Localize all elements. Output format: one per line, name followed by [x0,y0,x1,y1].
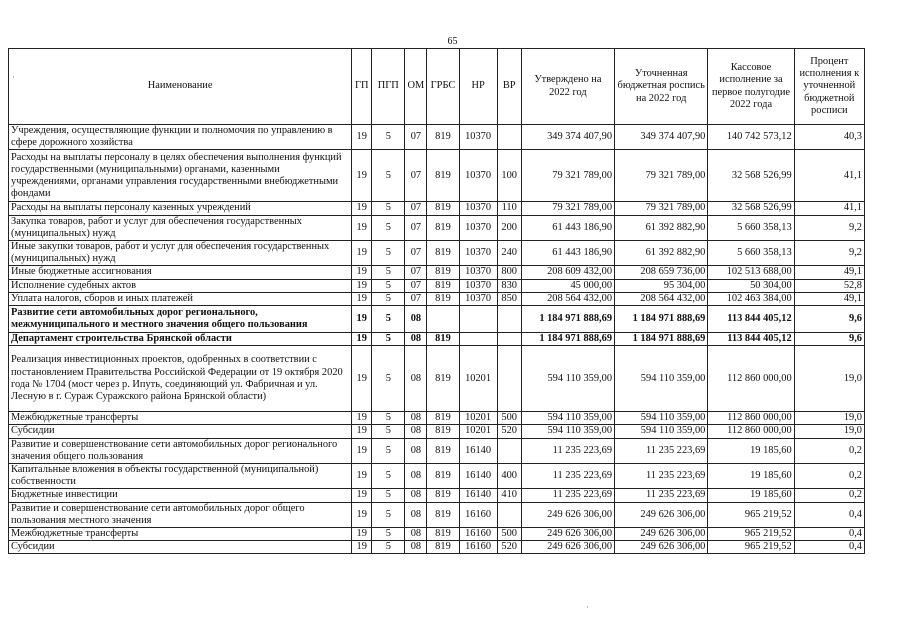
table-row [9,125,865,150]
table-cell-refined: 349 374 407,90 [615,125,708,150]
table-cell-np: 16140 [459,438,497,463]
table-body [9,125,865,554]
table-cell-percent: 0,2 [794,464,864,489]
table-cell-cash: 112 860 000,00 [708,425,794,438]
scan-speck: · [586,602,589,612]
table-cell-grbs: 819 [427,438,459,463]
table-cell-grbs: 819 [427,528,459,541]
table-cell-refined: 249 626 306,00 [615,541,708,554]
table-cell-gp: 19 [352,346,372,412]
table-cell-percent: 0,2 [794,438,864,463]
table-cell-om: 07 [405,215,427,240]
table-cell-percent: 0,4 [794,528,864,541]
table-cell-approved: 79 321 789,00 [521,202,614,215]
table-cell-refined: 79 321 789,00 [615,150,708,202]
table-cell-approved: 594 110 359,00 [521,412,614,425]
table-cell-gp: 19 [352,464,372,489]
table-cell-approved: 594 110 359,00 [521,346,614,412]
table-cell-approved: 45 000,00 [521,279,614,292]
table-cell-cash: 5 660 358,13 [708,241,794,266]
table-cell-cash: 19 185,60 [708,489,794,502]
table-cell-vr: 830 [497,279,521,292]
header-vr: ВР [497,49,521,125]
table-cell-cash: 102 513 688,00 [708,266,794,279]
table-cell-refined: 79 321 789,00 [615,202,708,215]
header-name: Наименование [9,49,352,125]
table-cell-grbs: 819 [427,425,459,438]
table-cell-percent: 9,6 [794,333,864,346]
table-cell-gp: 19 [352,541,372,554]
table-cell-vr: 520 [497,425,521,438]
table-cell-name: Учреждения, осуществляющие функции и полномочия по управлению в сфере дорожного хозяйства [9,125,352,150]
table-cell-np: 10370 [459,215,497,240]
table-cell-name: Иные бюджетные ассигнования [9,266,352,279]
table-cell-refined: 11 235 223,69 [615,438,708,463]
table-cell-vr [497,502,521,527]
table-cell-ppgp: 5 [372,333,405,346]
table-cell-ppgp: 5 [372,438,405,463]
table-cell-np: 16140 [459,464,497,489]
table-cell-name: Исполнение судебных актов [9,279,352,292]
table-cell-name: Развитие и совершенствование сети автомобильных дорог регионального значения общего пользования [9,438,352,463]
table-cell-grbs: 819 [427,150,459,202]
scan-speck: · [12,72,15,82]
table-cell-gp: 19 [352,266,372,279]
table-cell-om: 08 [405,541,427,554]
table-row [9,346,865,412]
table-row [9,502,865,527]
table-cell-gp: 19 [352,502,372,527]
table-cell-grbs: 819 [427,279,459,292]
table-cell-ppgp: 5 [372,541,405,554]
table-cell-gp: 19 [352,438,372,463]
table-cell-ppgp: 5 [372,292,405,305]
table-cell-percent: 19,0 [794,425,864,438]
table-cell-percent: 49,1 [794,266,864,279]
table-row [9,292,865,305]
table-cell-om: 08 [405,346,427,412]
table-cell-om: 08 [405,464,427,489]
table-cell-approved: 249 626 306,00 [521,541,614,554]
table-cell-gp: 19 [352,425,372,438]
table-cell-np: 10201 [459,412,497,425]
table-cell-vr: 500 [497,528,521,541]
table-cell-grbs: 819 [427,412,459,425]
table-row [9,412,865,425]
table-cell-cash: 32 568 526,99 [708,202,794,215]
table-cell-percent: 9,6 [794,306,864,333]
table-cell-vr: 410 [497,489,521,502]
table-cell-name: Субсидии [9,541,352,554]
table-cell-ppgp: 5 [372,266,405,279]
table-cell-om: 08 [405,438,427,463]
table-cell-gp: 19 [352,202,372,215]
table-cell-np: 16160 [459,528,497,541]
table-row [9,241,865,266]
table-cell-ppgp: 5 [372,125,405,150]
table-cell-np: 10370 [459,266,497,279]
table-row [9,215,865,240]
table-cell-name: Расходы на выплаты персоналу в целях обеспечения выполнения функций государственными (муниципальными) органами, казенными учреждениями, органами управления государственными внебюджетными фондами [9,150,352,202]
header-gp: ГП [352,49,372,125]
table-cell-om: 08 [405,333,427,346]
table-cell-percent: 40,3 [794,125,864,150]
table-header-row [9,49,865,125]
table-row [9,464,865,489]
table-cell-vr: 850 [497,292,521,305]
table-cell-refined: 594 110 359,00 [615,425,708,438]
table-cell-cash: 50 304,00 [708,279,794,292]
table-cell-refined: 1 184 971 888,69 [615,306,708,333]
table-cell-vr [497,346,521,412]
table-cell-ppgp: 5 [372,502,405,527]
table-cell-name: Субсидии [9,425,352,438]
table-cell-cash: 965 219,52 [708,541,794,554]
table-row [9,150,865,202]
table-cell-grbs: 819 [427,215,459,240]
table-cell-refined: 249 626 306,00 [615,502,708,527]
table-cell-name: Закупка товаров, работ и услуг для обеспечения государственных (муниципальных) нужд [9,215,352,240]
table-cell-approved: 1 184 971 888,69 [521,306,614,333]
table-cell-approved: 349 374 407,90 [521,125,614,150]
table-row [9,266,865,279]
table-cell-grbs: 819 [427,541,459,554]
table-cell-cash: 102 463 384,00 [708,292,794,305]
table-cell-percent: 49,1 [794,292,864,305]
table-row [9,541,865,554]
table-cell-om: 07 [405,279,427,292]
table-row [9,306,865,333]
table-cell-vr: 200 [497,215,521,240]
table-cell-name: Расходы на выплаты персоналу казенных учреждений [9,202,352,215]
table-cell-vr [497,438,521,463]
table-cell-grbs [427,306,459,333]
table-cell-refined: 594 110 359,00 [615,346,708,412]
table-cell-ppgp: 5 [372,215,405,240]
table-cell-vr: 500 [497,412,521,425]
table-cell-percent: 41,1 [794,202,864,215]
table-cell-om: 08 [405,425,427,438]
table-cell-grbs: 819 [427,346,459,412]
table-row [9,489,865,502]
table-cell-vr: 110 [497,202,521,215]
table-cell-cash: 140 742 573,12 [708,125,794,150]
table-cell-percent: 19,0 [794,346,864,412]
table-cell-np: 10201 [459,346,497,412]
table-cell-cash: 112 860 000,00 [708,412,794,425]
table-cell-cash: 965 219,52 [708,528,794,541]
table-cell-grbs: 819 [427,266,459,279]
table-cell-grbs: 819 [427,489,459,502]
table-cell-np: 10201 [459,425,497,438]
table-cell-gp: 19 [352,292,372,305]
table-cell-np [459,333,497,346]
table-cell-vr [497,333,521,346]
table-cell-approved: 594 110 359,00 [521,425,614,438]
table-cell-percent: 52,8 [794,279,864,292]
table-cell-name: Уплата налогов, сборов и иных платежей [9,292,352,305]
table-cell-approved: 11 235 223,69 [521,489,614,502]
table-cell-gp: 19 [352,306,372,333]
table-cell-gp: 19 [352,150,372,202]
table-cell-approved: 208 609 432,00 [521,266,614,279]
table-cell-ppgp: 5 [372,412,405,425]
header-om: ОМ [405,49,427,125]
table-cell-name: Бюджетные инвестиции [9,489,352,502]
table-cell-refined: 95 304,00 [615,279,708,292]
page-number: 65 [447,36,458,47]
table-cell-name: Развитие сети автомобильных дорог регионального, межмуниципального и местного значения общего пользования [9,306,352,333]
table-cell-cash: 19 185,60 [708,438,794,463]
table-cell-percent: 9,2 [794,241,864,266]
table-cell-refined: 61 392 882,90 [615,215,708,240]
table-cell-gp: 19 [352,528,372,541]
table-cell-name: Межбюджетные трансферты [9,412,352,425]
table-row [9,528,865,541]
table-cell-approved: 61 443 186,90 [521,241,614,266]
table-cell-om: 08 [405,306,427,333]
table-cell-om: 07 [405,125,427,150]
table-cell-cash: 19 185,60 [708,464,794,489]
table-cell-vr: 240 [497,241,521,266]
table-cell-approved: 1 184 971 888,69 [521,333,614,346]
table-cell-ppgp: 5 [372,279,405,292]
table-row [9,202,865,215]
table-cell-gp: 19 [352,333,372,346]
table-cell-om: 08 [405,528,427,541]
table-cell-refined: 208 659 736,00 [615,266,708,279]
table-cell-grbs: 819 [427,241,459,266]
header-ppgp: ПГП [372,49,405,125]
header-np: НР [459,49,497,125]
table-cell-om: 08 [405,489,427,502]
table-cell-om: 07 [405,292,427,305]
header-percent: Процент исполнения к уточненной бюджетной росписи [794,49,864,125]
table-cell-name: Иные закупки товаров, работ и услуг для обеспечения государственных (муниципальных) нужд [9,241,352,266]
table-cell-name: Развитие и совершенствование сети автомобильных дорог общего пользования местного значения [9,502,352,527]
table-row [9,333,865,346]
table-cell-np: 10370 [459,125,497,150]
table-cell-om: 08 [405,502,427,527]
table-cell-ppgp: 5 [372,150,405,202]
table-cell-vr [497,125,521,150]
table-cell-percent: 0,4 [794,541,864,554]
table-cell-vr: 520 [497,541,521,554]
table-cell-refined: 208 564 432,00 [615,292,708,305]
table-cell-refined: 249 626 306,00 [615,528,708,541]
table-cell-approved: 208 564 432,00 [521,292,614,305]
table-cell-cash: 965 219,52 [708,502,794,527]
table-cell-vr: 400 [497,464,521,489]
table-cell-np: 10370 [459,150,497,202]
table-cell-grbs: 819 [427,202,459,215]
table-cell-np [459,306,497,333]
table-cell-gp: 19 [352,489,372,502]
table-cell-np: 10370 [459,241,497,266]
table-cell-vr: 800 [497,266,521,279]
table-cell-grbs: 819 [427,333,459,346]
table-cell-gp: 19 [352,215,372,240]
table-cell-cash: 113 844 405,12 [708,306,794,333]
table-cell-gp: 19 [352,279,372,292]
header-approved: Утверждено на 2022 год [521,49,614,125]
table-cell-np: 10370 [459,202,497,215]
table-cell-refined: 11 235 223,69 [615,464,708,489]
table-cell-ppgp: 5 [372,425,405,438]
table-cell-percent: 19,0 [794,412,864,425]
table-cell-refined: 11 235 223,69 [615,489,708,502]
table-cell-refined: 1 184 971 888,69 [615,333,708,346]
table-cell-percent: 0,4 [794,502,864,527]
table-cell-om: 07 [405,150,427,202]
table-cell-np: 16160 [459,502,497,527]
table-row [9,438,865,463]
table-cell-approved: 11 235 223,69 [521,438,614,463]
table-cell-grbs: 819 [427,292,459,305]
table-cell-name: Департамент строительства Брянской области [9,333,352,346]
table-cell-np: 16140 [459,489,497,502]
table-cell-approved: 61 443 186,90 [521,215,614,240]
table-cell-gp: 19 [352,412,372,425]
table-cell-vr [497,306,521,333]
table-cell-cash: 32 568 526,99 [708,150,794,202]
table-cell-om: 07 [405,266,427,279]
table-cell-np: 10370 [459,292,497,305]
table-cell-approved: 249 626 306,00 [521,502,614,527]
table-cell-name: Реализация инвестиционных проектов, одобренных в соответствии с постановлением Правительства Российской Федерации от 19 октября 2020 года № 1704 (мост через р. Ипуть, соединяющий ул. Фабричная и ул. Лесную в г. Сураж Суражского района Брянской области) [9,346,352,412]
table-cell-cash: 112 860 000,00 [708,346,794,412]
header-cash: Кассовое исполнение за первое полугодие 2022 года [708,49,794,125]
header-grbs: ГРБС [427,49,459,125]
header-refined: Уточненная бюджетная роспись на 2022 год [615,49,708,125]
table-cell-ppgp: 5 [372,464,405,489]
table-cell-refined: 61 392 882,90 [615,241,708,266]
table-cell-gp: 19 [352,241,372,266]
table-cell-om: 07 [405,202,427,215]
table-row [9,425,865,438]
table-cell-ppgp: 5 [372,528,405,541]
table-cell-approved: 11 235 223,69 [521,464,614,489]
table-cell-refined: 594 110 359,00 [615,412,708,425]
table-cell-om: 07 [405,241,427,266]
table-cell-vr: 100 [497,150,521,202]
table-cell-ppgp: 5 [372,202,405,215]
table-cell-percent: 41,1 [794,150,864,202]
table-cell-grbs: 819 [427,464,459,489]
table-cell-np: 10370 [459,279,497,292]
table-cell-grbs: 819 [427,502,459,527]
table-cell-ppgp: 5 [372,346,405,412]
table-cell-ppgp: 5 [372,241,405,266]
table-cell-approved: 249 626 306,00 [521,528,614,541]
table-row [9,279,865,292]
table-cell-grbs: 819 [427,125,459,150]
table-cell-ppgp: 5 [372,306,405,333]
table-cell-cash: 5 660 358,13 [708,215,794,240]
budget-table [8,48,865,554]
table-cell-np: 16160 [459,541,497,554]
table-cell-cash: 113 844 405,12 [708,333,794,346]
table-cell-percent: 0,2 [794,489,864,502]
table-cell-approved: 79 321 789,00 [521,150,614,202]
table-cell-ppgp: 5 [372,489,405,502]
table-cell-gp: 19 [352,125,372,150]
table-cell-name: Межбюджетные трансферты [9,528,352,541]
table-cell-om: 08 [405,412,427,425]
table-cell-name: Капитальные вложения в объекты государственной (муниципальной) собственности [9,464,352,489]
table-cell-percent: 9,2 [794,215,864,240]
